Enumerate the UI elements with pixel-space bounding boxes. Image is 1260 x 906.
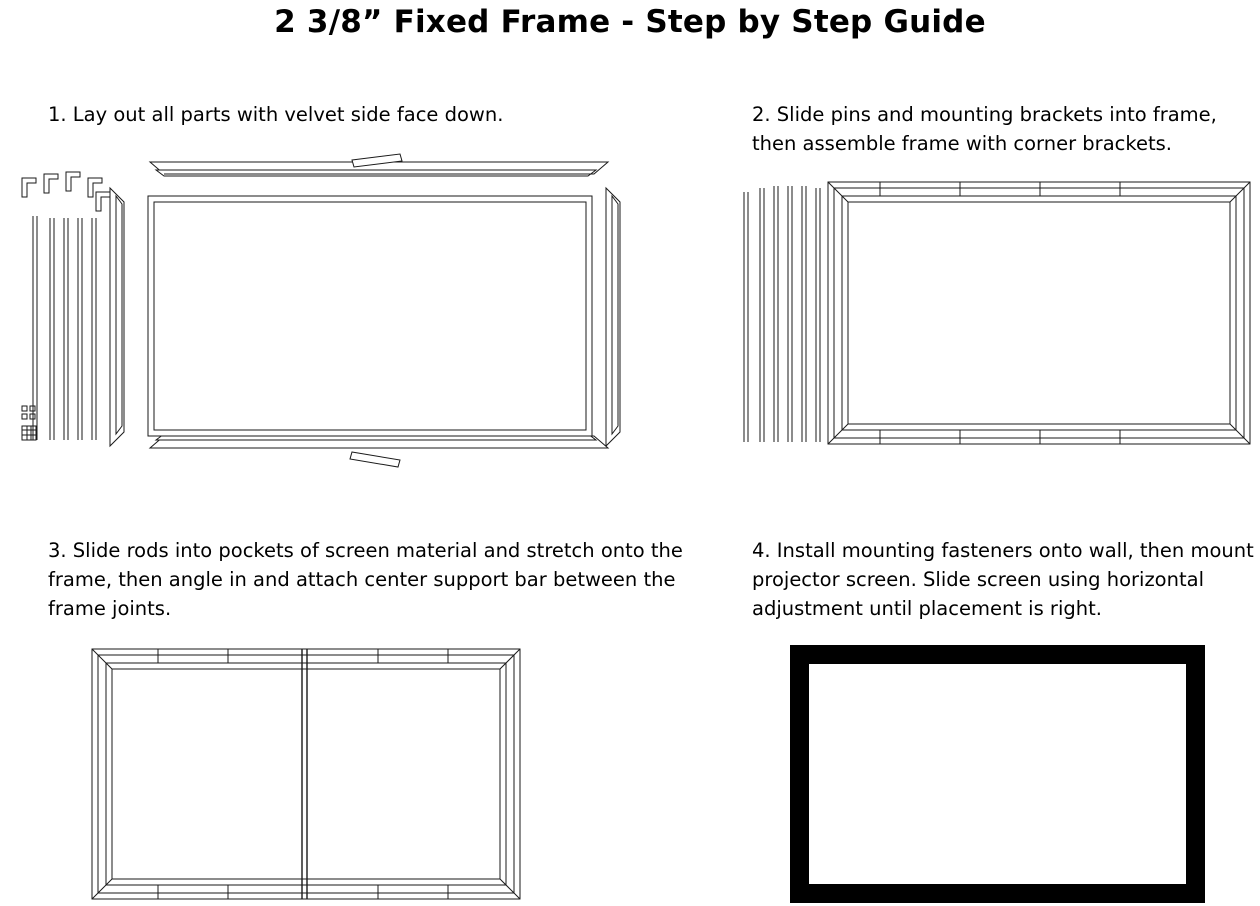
step-4-instruction: 4. Install mounting fasteners onto wall, then mount projector screen. Slide screen using horizontal adjustment until placement is right. [752,539,1254,620]
wall-mounted-screen-diagram [790,645,1205,903]
step-2-instruction: 2. Slide pins and mounting brackets into frame, then assemble frame with corner brackets. [752,103,1217,155]
parts-layout-diagram [10,148,650,488]
step-1-instruction: 1. Lay out all parts with velvet side face down. [48,103,504,126]
page-title: 2 3/8” Fixed Frame - Step by Step Guide [274,4,986,40]
step-3-instruction: 3. Slide rods into pockets of screen material and stretch onto the frame, then angle in and attach center support bar between the frame joints. [48,539,683,620]
screen-stretch-diagram [88,645,528,903]
frame-assembly-diagram [730,166,1260,456]
